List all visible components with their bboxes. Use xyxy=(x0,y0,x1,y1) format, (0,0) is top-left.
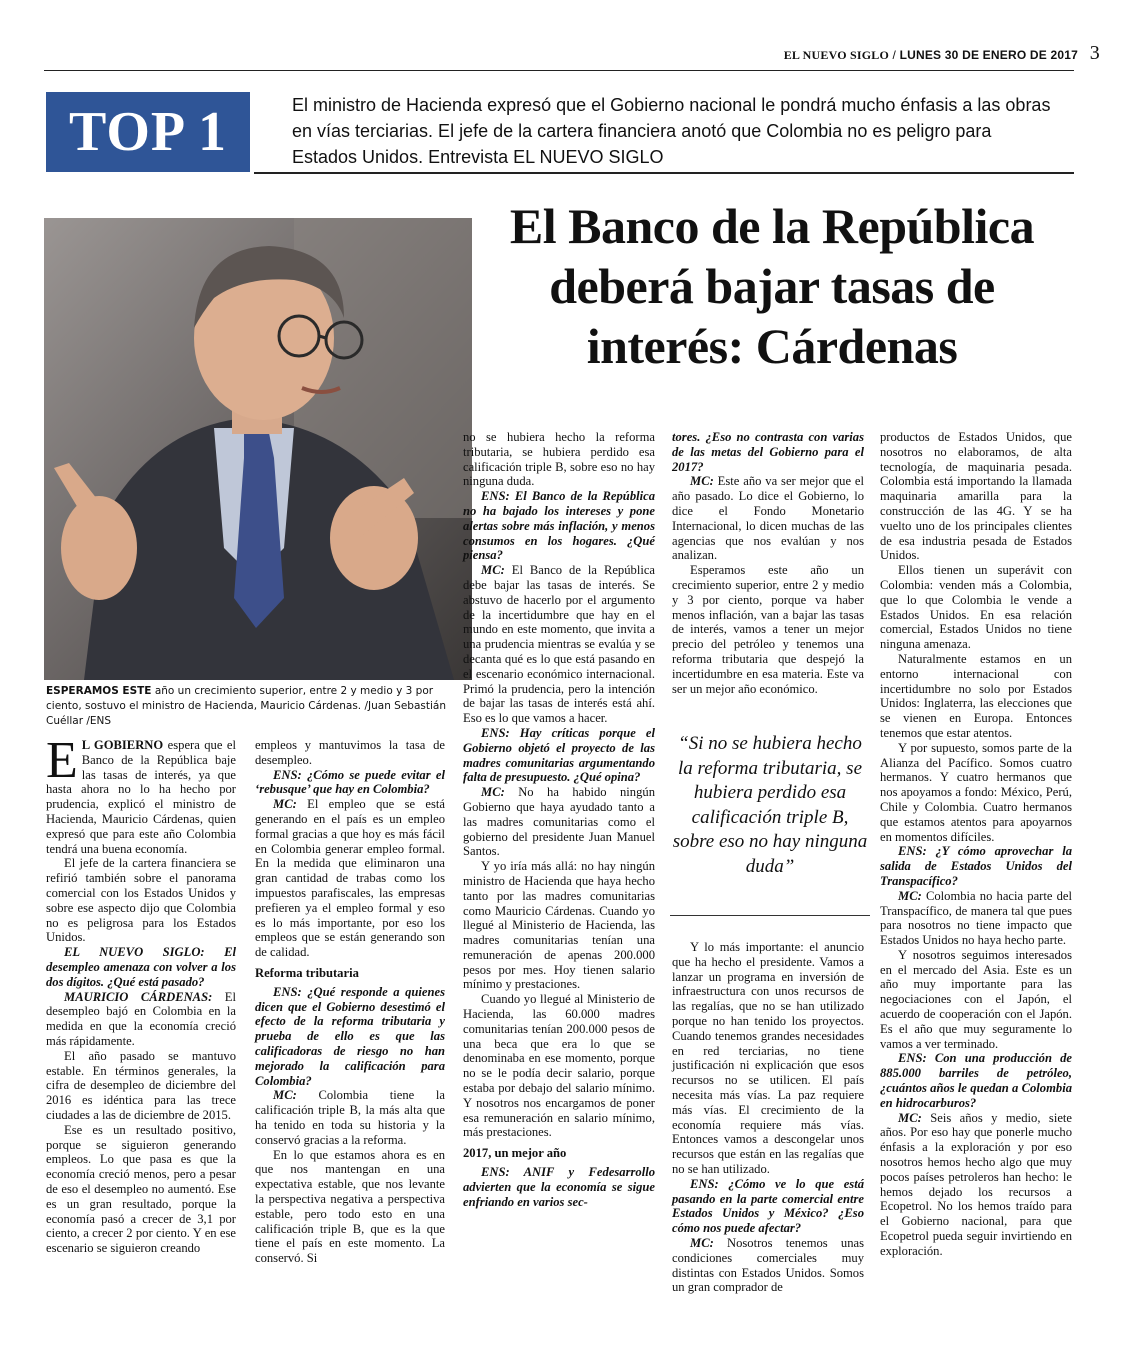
speaker-label: MC: xyxy=(273,1088,297,1103)
interview-question: ENS: ANIF y Fedesarrollo advierten que la economía se sigue enfriando en varios sec- xyxy=(463,1165,655,1209)
article-paragraph: empleos y mantuvimos la tasa de desempleo. xyxy=(255,738,445,767)
interview-question: ENS: ¿Cómo se puede evitar el ‘rebusque’ que hay en Colombia? xyxy=(255,767,445,797)
article-paragraph: En lo que estamos ahora es en que nos mantengan en una expectativa estable, que nos levante la perspectiva negativa a perspectiva estable, pero todo esto en una calificación triple B, que es la que tiene el país en este momento. La conservó. Si xyxy=(255,1147,445,1266)
article-paragraph: Y por supuesto, somos parte de la Alianza del Pacífico. Somos cuatro hermanos. Y cuatro hermanos que nos apoyamos a fondo: México, Perú, Chile y Colombia. Cuatro hermanos que estamos atentos para apoyarnos en momentos difíciles. xyxy=(880,740,1072,844)
speaker-label: MC: xyxy=(898,1110,922,1125)
answer-text: Seis años y medio, siete años. Por eso hay que ponerle mucho énfasis a la exploración y por eso nosotros hemos hecho algo que muy pocos países petroleros han hecho: le hemos dejado los recursos a Ecopetrol. No los hemos traído para el Gobierno nacional, para que Ecopetrol pueda seguir invirtiendo en exploración. xyxy=(880,1110,1072,1258)
interview-question: ENS: ¿Qué responde a quienes dicen que el Gobierno desestimó el efecto de la reforma tributaria y prueba de ello es que las calificadoras de riesgo no han mejorado la calificación para Colombia? xyxy=(255,984,445,1088)
interview-question: ENS: ¿Cómo ve lo que está pasando en la parte comercial entre Estados Unidos y México? ¿Eso cómo nos puede afectar? xyxy=(672,1176,864,1236)
interview-question: ENS: Con una producción de 885.000 barriles de petróleo, ¿cuántos años le quedan a Colombia en hidrocarburos? xyxy=(880,1051,1072,1110)
issue-date: LUNES 30 DE ENERO DE 2017 xyxy=(899,48,1078,62)
lead-in-bold: L GOBIERNO xyxy=(81,738,164,752)
article-paragraph: Naturalmente estamos en un entorno internacional con incertidumbre no solo por Estados Unidos: Inglaterra, las elecciones que se vienen en Europa. Entonces tenemos que estar atentos. xyxy=(880,651,1072,740)
pull-quote: “Si no se hubiera hecho la reforma tributaria, se hubiera perdido esa calificación triple B, sobre eso no hay ninguna duda” xyxy=(672,733,868,877)
speaker-label: MC: xyxy=(481,563,505,578)
speaker-label: MC: xyxy=(273,797,297,812)
interview-question: EL NUEVO SIGLO: El desempleo amenaza con volver a los dos dígitos. ¿Qué está pasado? xyxy=(46,945,236,989)
page-header xyxy=(783,42,1100,64)
drop-cap: E xyxy=(46,732,78,789)
caption-text: año un crecimiento superior, entre 2 y medio y 3 por ciento, sostuvo el ministro de Hacienda, Mauricio Cárdenas. /Juan Sebastián Cuéllar /ENS xyxy=(46,685,446,727)
answer-text: El empleo que se está generando en el país es un empleo formal gracias a que hoy es más fácil en Colombia generar empleo formal. En la medida que eliminaron una gran cantidad de trabas como los impuestos parafiscales, las empresas prefieren ya el empleo formal y eso es lo más importante, por eso los empleos que se están generando son de calidad. xyxy=(255,797,445,960)
article-column-4-bottom xyxy=(672,940,864,1295)
interview-question: ENS: ¿Y cómo aprovechar la salida de Estados Unidos del Transpacífico? xyxy=(880,844,1072,888)
headline-line-3: interés: Cárdenas xyxy=(586,318,958,374)
interview-answer xyxy=(255,1088,445,1147)
subheading: 2017, un mejor año xyxy=(463,1146,567,1161)
answer-text: Este año va ser mejor que el año pasado. Lo dice el Gobierno, lo dice el Fondo Monetario Internacional, lo dicen muchas de las agencias que nos evalúan y nos analizan. xyxy=(672,474,864,563)
article-paragraph: productos de Estados Unidos, que nosotros no elaboramos, de alta tecnología, de maquinaria pesada. Colombia está importando la llamada maquinaria amarilla para la construcción de las 4G. Y se ha vuelto uno de los principales clientes de esa industria pesada de Estados Unidos. xyxy=(880,430,1072,563)
article-column-1 xyxy=(46,732,236,1256)
section-label: TOP 1 xyxy=(46,92,250,172)
minister-photo xyxy=(44,218,472,680)
speaker-label: MC: xyxy=(690,474,714,489)
interview-answer xyxy=(255,797,445,960)
page-number: 3 xyxy=(1089,42,1100,64)
answer-text: El Banco de la República debe bajar las tasas de interés. Se abstuvo de hacerlo por el argumento de la incertidumbre que hay en el mundo en este momento, que invita a una prudencia mientras se evalúa y se decanta qué es lo que está pasando en el escenario económico internacional. Primó la prudencia, pero la intención de bajar las tasas de interés está ahí. Eso es lo que vamos a hacer. xyxy=(463,563,655,726)
answer-text: No ha habido ningún Gobierno que haya ayudado tanto a las madres comunitarias como el gobierno del presidente Juan Manuel Santos. xyxy=(463,785,655,859)
article-paragraph: Cuando yo llegué al Ministerio de Hacienda, las 60.000 madres comunitarias tenían 200.000 pesos de una beca que era lo que se denominaba en ese momento, porque no se le podía decir salario, porque estaba por debajo del salario mínimo. Y nosotros nos encargamos de poner esa remuneración en salario mínimo, más prestaciones. xyxy=(463,992,655,1140)
lead-rule xyxy=(254,172,1074,174)
answer-text: El desempleo bajó en Colombia en la medida en que la economía creció más rápidamente. xyxy=(46,989,236,1048)
pull-quote-rule xyxy=(670,915,870,916)
article-column-2 xyxy=(255,738,445,1266)
interview-answer xyxy=(46,990,236,1049)
minister-photo-illustration xyxy=(44,218,472,680)
article-paragraph: El año pasado se mantuvo estable. En términos generales, la cifra de desempleo de diciembre del 2016 es idéntica para las trece ciudades a las de diciembre de 2015. xyxy=(46,1048,236,1122)
header-rule xyxy=(44,70,1074,71)
header-separator: / xyxy=(888,48,900,62)
interview-question: tores. ¿Eso no contrasta con varias de las metas del Gobierno para el 2017? xyxy=(672,430,864,474)
subheading: Reforma tributaria xyxy=(255,965,359,980)
lead-summary: El ministro de Hacienda expresó que el Gobierno nacional le pondrá mucho énfasis a las obras en vías terciarias. El jefe de la cartera financiera anotó que Colombia no es peligro para Estados Unidos. Entrevista EL NUEVO SIGLO xyxy=(292,95,1051,167)
publication-name: EL NUEVO SIGLO xyxy=(783,48,889,62)
interview-answer xyxy=(672,474,864,563)
article-paragraph: Y yo iría más allá: no hay ningún ministro de Hacienda que haya hecho tanto por las madres comunitarias como Mauricio Cárdenas. Cuando yo llegué al Ministerio de Hacienda, las madres comunitarias tenían una remuneración de apenas 200.000 pesos por mes. Hoy tienen salario mínimo y prestaciones. xyxy=(463,859,655,992)
answer-text: Colombia no hacia parte del Transpacífico, de manera tal que pues para nosotros no tiene impacto que Estados Unidos no haya hecho parte. xyxy=(880,888,1072,948)
interview-answer xyxy=(463,563,655,726)
interview-question: ENS: El Banco de la República no ha bajado los intereses y pone alertas sobre más inflación, y menos consumos en los hogares. ¿Qué piensa? xyxy=(463,489,655,563)
article-column-5 xyxy=(880,430,1072,1259)
interview-answer xyxy=(880,1111,1072,1259)
headline-line-2: deberá bajar tasas de xyxy=(549,258,995,314)
speaker-label: MC: xyxy=(898,888,922,903)
photo-caption xyxy=(46,684,460,729)
answer-text: Nosotros tenemos unas condiciones comerciales muy distintas con Estados Unidos. Somos un gran comprador de xyxy=(672,1235,864,1295)
article-paragraph: Y nosotros seguimos interesados en el mercado del Asia. Este es un año muy importante para las negociaciones con el Japón, el acuerdo de cooperación con el Japón. Es el año que muy seguramente lo vamos a ver terminado. xyxy=(880,947,1072,1051)
interview-answer xyxy=(880,889,1072,948)
article-paragraph: no se hubiera hecho la reforma tributaria, se hubiera perdido esa calificación triple B, sobre eso no hay ninguna duda. xyxy=(463,430,655,489)
speaker-label: MC: xyxy=(690,1235,714,1250)
paragraph-text: espera que el Banco de la República baje las tasas de interés, ya que hasta ahora no lo ha hecho por prudencia, explicó el ministro de Hacienda, Mauricio Cárdenas, quien expresó que para este año Colombia tendrá una buena economía. xyxy=(46,738,236,856)
article-paragraph: Esperamos este año un crecimiento superior, entre 2 y medio y 3 por ciento, porque va haber menos inflación, van a bajar las tasas de interés, vamos a tener un mejor precio del petróleo y tenemos una reforma tributaria que despejó la incertidumbre en esa materia. Este va ser un mejor año económico. xyxy=(672,563,864,696)
headline-line-1: El Banco de la República xyxy=(509,198,1035,254)
article-paragraph: El jefe de la cartera financiera se refirió también sobre el panorama comercial con los Estados Unidos y sobre ese aspecto dijo que Colombia no es peligrosa para los Estados Unidos. xyxy=(46,856,236,945)
article-column-3 xyxy=(463,430,655,1209)
article-paragraph xyxy=(46,732,236,856)
headline xyxy=(452,196,1092,376)
answer-text: Colombia tiene la calificación triple B, la más alta que ha tenido en toda su historia y la conservó gracias a la reforma. xyxy=(255,1088,445,1147)
article-column-4-top xyxy=(672,430,864,696)
interview-answer xyxy=(672,1236,864,1295)
article-paragraph: Y lo más importante: el anuncio que ha hecho el presidente. Vamos a lanzar un programa en inversión de infraestructura con unos recursos de las regalías, que no se han utilizado porque no han tenido los proyectos. Cuando tenemos grandes necesidades en red terciarias, no tiene justificación ni explicación que esos recursos no se utilicen. El país necesita más vías. La paz requiere más vías. El crecimiento de la economía requiere más vías. Entonces vamos a descongelar unos recursos que están en las regalías que no se han utilizado. xyxy=(672,940,864,1176)
article-paragraph: Ellos tienen un superávit con Colombia: venden más a Colombia, que lo que Colombia le vende a Estados Unidos. En esa relación comercial, Estados Unidos no tiene ninguna amenaza. xyxy=(880,563,1072,652)
article-paragraph: Ese es un resultado positivo, porque se siguieron generando empleos. Lo que pasa es que la economía creció menos, pero a pesar de eso el desempleo no aumentó. Ese es un gran resultado, porque la economía pasó a crecer de 3,1 por ciento, a crecer 2 por ciento. Y en ese escenario se siguieron creando xyxy=(46,1122,236,1256)
speaker-label: MAURICIO CÁRDENAS: xyxy=(64,989,213,1004)
interview-question: ENS: Hay críticas porque el Gobierno objetó el proyecto de las madres comunitarias argumentando falta de presupuesto. ¿Qué opina? xyxy=(463,725,655,785)
speaker-label: MC: xyxy=(481,785,505,800)
interview-answer xyxy=(463,785,655,859)
caption-lead-in: ESPERAMOS ESTE xyxy=(46,685,152,697)
